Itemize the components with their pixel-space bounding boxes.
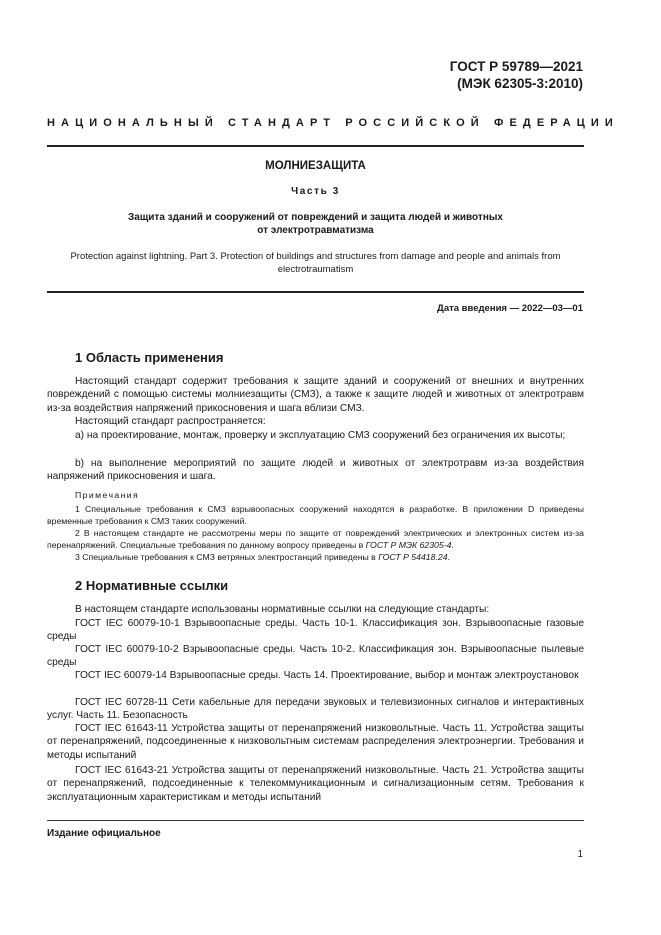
national-standard-title: НАЦИОНАЛЬНЫЙ СТАНДАРТ РОССИЙСКОЙ ФЕДЕРАЦИИ (47, 117, 619, 129)
normative-reference: ГОСТ IEC 60079-10-1 Взрывоопасные среды. Часть 10-1. Классификация зон. Взрывоопасные газовые среды (47, 618, 584, 643)
normative-reference: ГОСТ IEC 60079-10-2 Взрывоопасные среды. Часть 10-2. Классификация зон. Взрывоопасные пылевые среды (47, 644, 584, 669)
section-1-item-a: а) на проектирование, монтаж, проверку и эксплуатацию СМЗ сооружений без ограничения их высоты; (75, 430, 566, 441)
section-1-heading: 1 Область применения (75, 350, 224, 365)
main-title: МОЛНИЕЗАЩИТА (265, 160, 366, 172)
note-3-reference: ГОСТ Р 54418.24 (378, 552, 448, 562)
iec-number: (МЭК 62305-3:2010) (457, 76, 583, 91)
note-3: 3 Специальные требования к СМЗ ветряных электростанций приведены в ГОСТ Р 54418.24. (75, 552, 450, 562)
normative-reference: ГОСТ IEC 61643-21 Устройства защиты от перенапряжений низковольтные. Часть 21. Устройства защиты от перенапряжений, подсоединенные к телекоммуникационным и сигнализационным сетям. Требования к эксплуатационным характеристикам и методы испытаний (47, 765, 584, 803)
gost-number: ГОСТ Р 59789—2021 (449, 59, 583, 74)
section-1-paragraph-2: Настоящий стандарт распространяется: (75, 416, 266, 427)
intro-date: Дата введения — 2022—03—01 (437, 303, 583, 314)
normative-reference: ГОСТ IEC 61643-11 Устройства защиты от перенапряжений низковольтные. Часть 11. Устройства защиты от перенапряжений, подсоединенные к низковольтным системам распределения электроэнергии. Требования и методы испытаний (47, 723, 584, 761)
notes-title: Примечания (75, 490, 140, 500)
section-1-paragraph-1: Настоящий стандарт содержит требования к защите зданий и сооружений от внешних и внутренних повреждений с помощью системы молниезащиты (СМЗ), а также к защите людей и животных от электротравм из-за воздействия напряжений прикосновения и шага вблизи СМЗ. (47, 376, 584, 414)
subtitle: Защита зданий и сооружений от повреждений и защита людей и животных от электротравматизма (128, 212, 503, 236)
note-1: 1 Специальные требования к СМЗ взрывоопасных сооружений находятся в разработке. В приложении D приведены временные требования к СМЗ таких сооружений. (47, 504, 584, 526)
page-number: 1 (577, 849, 583, 860)
section-2-intro: В настоящем стандарте использованы нормативные ссылки на следующие стандарты: (75, 604, 490, 615)
note-2: 2 В настоящем стандарте не рассмотрены меры по защите от повреждений электрических и электронных систем из-за перенапряжений. Специальные требования по данному вопросу приведены в ГОСТ Р МЭК 62305-4. (47, 528, 584, 550)
section-1-item-b: b) на выполнение мероприятий по защите людей и животных от электротравм из-за воздействия напряжений прикосновения и шага. (47, 458, 584, 483)
normative-reference: ГОСТ IEC 60079-14 Взрывоопасные среды. Часть 14. Проектирование, выбор и монтаж электроустановок (75, 670, 579, 681)
section-2-heading: 2 Нормативные ссылки (75, 578, 229, 593)
normative-reference: ГОСТ IEC 60728-11 Сети кабельные для передачи звуковых и телевизионных сигналов и интерактивных услуг. Часть 11. Безопасность (47, 697, 584, 722)
note-2-reference: ГОСТ Р МЭК 62305-4 (365, 540, 452, 550)
footer-divider (47, 820, 584, 821)
document-code (450, 58, 583, 92)
official-edition-label: Издание официальное (47, 828, 161, 839)
english-title: Protection against lightning. Part 3. Protection of buildings and structures from damage and people and animals from electrotraumatism (70, 251, 561, 275)
title-divider (47, 291, 584, 293)
top-divider (47, 145, 584, 147)
part-title: Часть 3 (291, 186, 340, 197)
